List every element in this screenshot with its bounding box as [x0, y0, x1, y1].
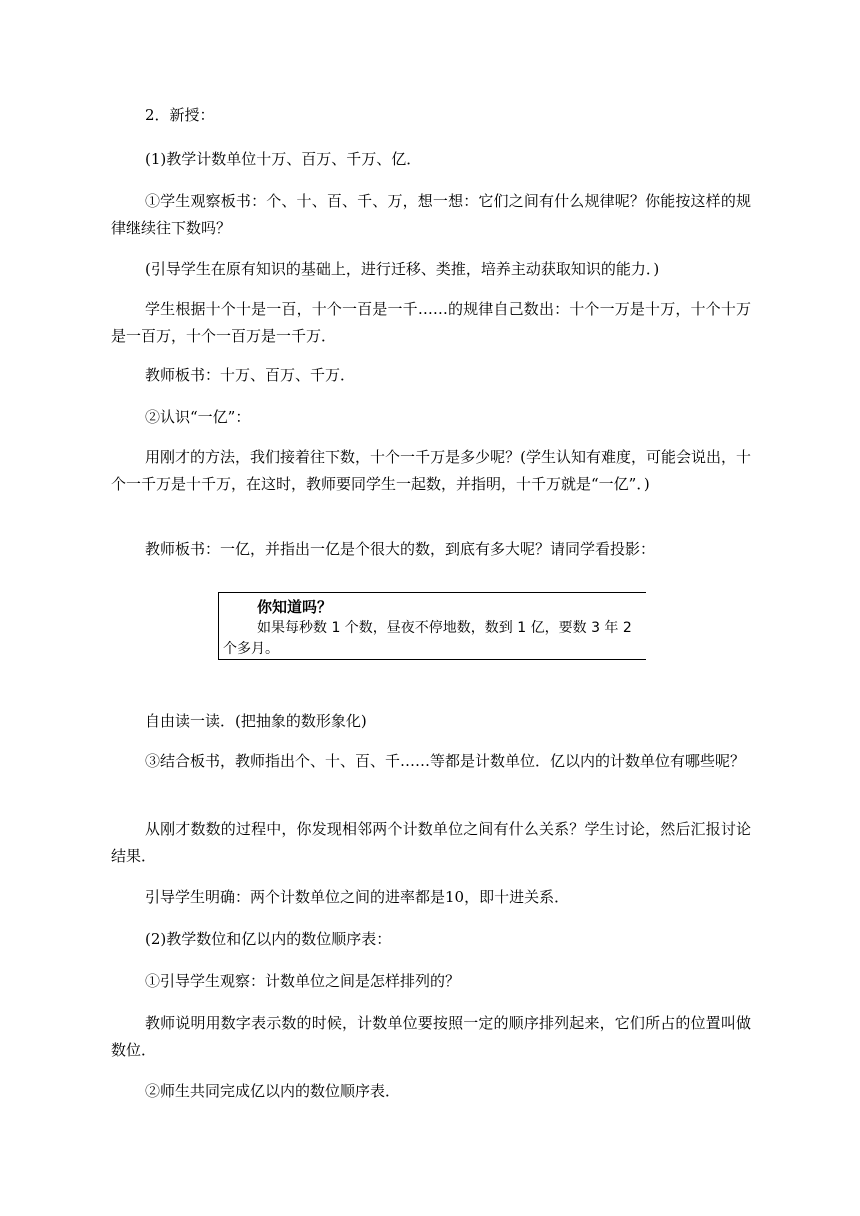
subsection-heading-counting-units: (1)教学计数单位十万、百万、千万、亿． [145, 150, 422, 168]
paragraph-complete-table: ②师生共同完成亿以内的数位顺序表． [145, 1082, 401, 1100]
did-you-know-box [218, 592, 646, 660]
paragraph-observe-board: ①学生观察板书：个、十、百、千、万，想一想：它们之间有什么规律呢？你能按这样的规律继续往下数吗？ [111, 192, 751, 237]
did-you-know-body: 如果每秒数 1 个数，昼夜不停地数，数到 1 亿，要数 3 年 2 个多月。 [223, 620, 632, 657]
paragraph-teacher-board-1: 教师板书：十万、百万、千万． [145, 366, 356, 384]
paragraph-observe-order: ①引导学生观察：计数单位之间是怎样排列的？ [145, 972, 461, 990]
paragraph-guide-note: (引导学生在原有知识的基础上，进行迁移、类推，培养主动获取知识的能力．) [145, 260, 660, 278]
section-heading-new-lesson: 2．新授： [145, 106, 215, 124]
did-you-know-title: 你知道吗？ [257, 598, 333, 616]
paragraph-students-count: 学生根据十个十是一百，十个一百是一千……的规律自己数出：十个一万是十万，十个十万是一百万，十个一百万是一千万． [111, 300, 751, 345]
paragraph-base-ten: 引导学生明确：两个计数单位之间的进率都是10，即十进关系． [145, 888, 570, 906]
paragraph-teacher-board-2: 教师板书：一亿，并指出一亿是个很大的数，到底有多大呢？请同学看投影： [145, 540, 656, 558]
subsection-heading-place-value: (2)教学数位和亿以内的数位顺序表： [145, 930, 392, 948]
paragraph-free-read: 自由读一读．(把抽象的数形象化) [145, 712, 367, 730]
paragraph-counting-units-list: ③结合板书，教师指出个、十、百、千……等都是计数单位．亿以内的计数单位有哪些呢？ [145, 752, 746, 770]
paragraph-know-yi: ②认识“一亿”： [145, 408, 251, 426]
paragraph-count-method: 用刚才的方法，我们接着往下数，十个一千万是多少呢？(学生认知有难度，可能会说出，十个一千万是十千万，在这时，教师要同学生一起数，并指明，十千万就是“一亿”．) [111, 448, 751, 493]
paragraph-place-definition: 教师说明用数字表示数的时候，计数单位要按照一定的顺序排列起来，它们所占的位置叫做数位． [111, 1014, 751, 1059]
paragraph-adjacent-relation: 从刚才数数的过程中，你发现相邻两个计数单位之间有什么关系？学生讨论，然后汇报讨论结果． [111, 820, 751, 865]
